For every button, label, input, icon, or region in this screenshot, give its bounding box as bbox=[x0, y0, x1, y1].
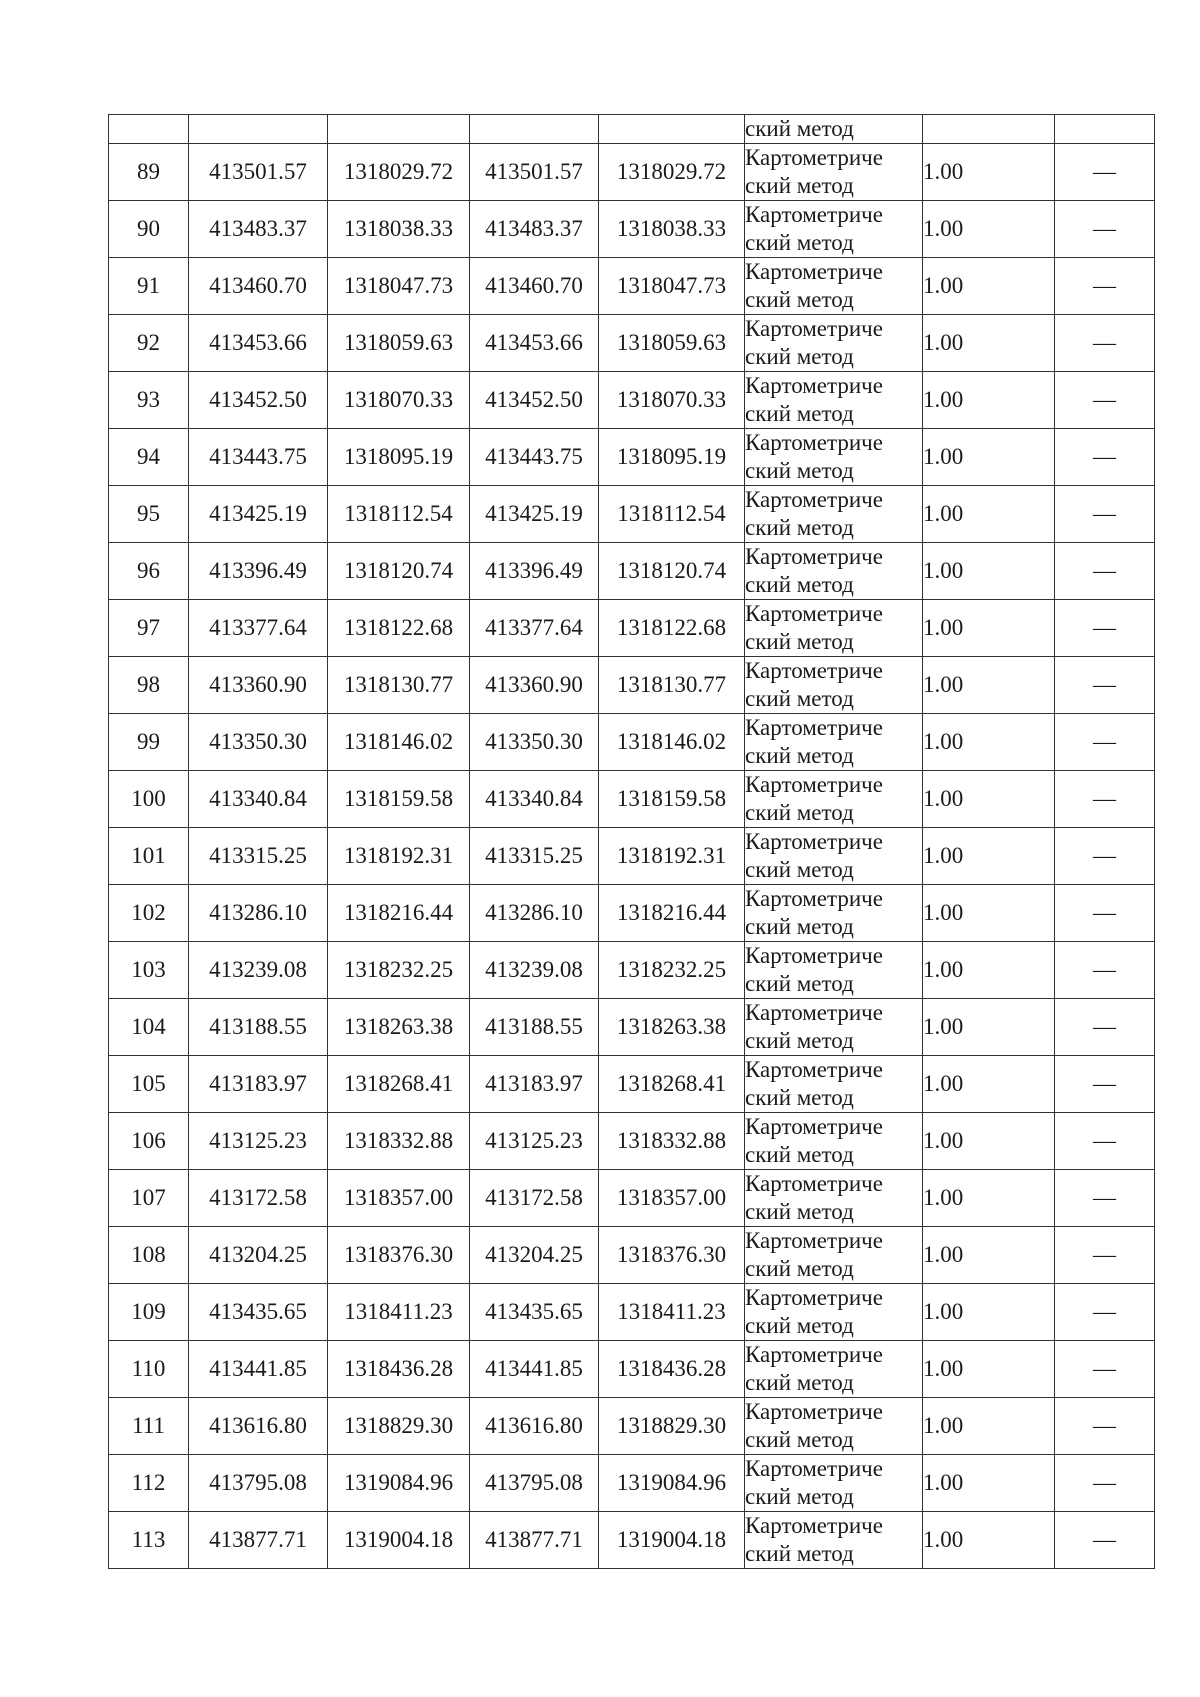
cell-extra: — bbox=[1055, 1170, 1155, 1227]
table-row bbox=[109, 543, 1155, 600]
cell-method bbox=[745, 1056, 923, 1113]
cell-y-existing: 1318146.02 bbox=[328, 714, 470, 771]
cell-y-existing: 1318216.44 bbox=[328, 885, 470, 942]
cell-x-new: 413795.08 bbox=[470, 1455, 599, 1512]
cell-precision: 1.00 bbox=[923, 486, 1055, 543]
cell-extra: — bbox=[1055, 714, 1155, 771]
cell-y-existing: 1318192.31 bbox=[328, 828, 470, 885]
method-line-2: ский метод bbox=[745, 458, 854, 483]
cell-x-new: 413396.49 bbox=[470, 543, 599, 600]
cell-extra: — bbox=[1055, 1512, 1155, 1569]
method-line-2: ский метод bbox=[745, 857, 854, 882]
cell-method bbox=[745, 144, 923, 201]
cell-method bbox=[745, 1113, 923, 1170]
cell-precision: 1.00 bbox=[923, 1170, 1055, 1227]
cell-number: 104 bbox=[109, 999, 189, 1056]
cell-x-existing: 413239.08 bbox=[189, 942, 328, 999]
cell-number: 94 bbox=[109, 429, 189, 486]
cell-y-existing: 1318159.58 bbox=[328, 771, 470, 828]
cell-method bbox=[745, 828, 923, 885]
cell-method bbox=[745, 115, 923, 144]
cell-x-new: 413441.85 bbox=[470, 1341, 599, 1398]
method-line-2: ский метод bbox=[745, 743, 854, 768]
cell-x-existing: 413315.25 bbox=[189, 828, 328, 885]
cell-number: 107 bbox=[109, 1170, 189, 1227]
cell-extra: — bbox=[1055, 1284, 1155, 1341]
cell-method bbox=[745, 999, 923, 1056]
cell-y-existing: 1318232.25 bbox=[328, 942, 470, 999]
cell-extra: — bbox=[1055, 144, 1155, 201]
method-line-1: Картометриче bbox=[745, 715, 883, 740]
method-line-2: ский метод bbox=[745, 1313, 854, 1338]
cell-y-new: 1318357.00 bbox=[599, 1170, 745, 1227]
cell-x-existing: 413460.70 bbox=[189, 258, 328, 315]
cell-x-new: 413172.58 bbox=[470, 1170, 599, 1227]
cell-y-new: 1318122.68 bbox=[599, 600, 745, 657]
cell-method bbox=[745, 1227, 923, 1284]
cell-y-existing: 1318038.33 bbox=[328, 201, 470, 258]
cell-precision: 1.00 bbox=[923, 1113, 1055, 1170]
cell-precision: 1.00 bbox=[923, 999, 1055, 1056]
cell-extra: — bbox=[1055, 486, 1155, 543]
cell-precision: 1.00 bbox=[923, 315, 1055, 372]
cell-y-new: 1318192.31 bbox=[599, 828, 745, 885]
cell-y-existing: 1318112.54 bbox=[328, 486, 470, 543]
table-row bbox=[109, 999, 1155, 1056]
cell-y-existing: 1318376.30 bbox=[328, 1227, 470, 1284]
cell-x-new: 413435.65 bbox=[470, 1284, 599, 1341]
cell-y-new: 1318411.23 bbox=[599, 1284, 745, 1341]
method-line-1: Картометриче bbox=[745, 1342, 883, 1367]
cell-y-existing: 1318130.77 bbox=[328, 657, 470, 714]
table-row bbox=[109, 1227, 1155, 1284]
method-line-2: ский метод bbox=[745, 173, 854, 198]
cell-x-existing: 413501.57 bbox=[189, 144, 328, 201]
cell-method bbox=[745, 1455, 923, 1512]
cell-y-new: 1319084.96 bbox=[599, 1455, 745, 1512]
cell-extra: — bbox=[1055, 1455, 1155, 1512]
cell-x-existing: 413443.75 bbox=[189, 429, 328, 486]
cell-extra: — bbox=[1055, 1398, 1155, 1455]
cell-number: 100 bbox=[109, 771, 189, 828]
cell-y-existing bbox=[328, 115, 470, 144]
cell-number: 105 bbox=[109, 1056, 189, 1113]
method-line-1: Картометриче bbox=[745, 1000, 883, 1025]
method-line-2: ский метод bbox=[745, 1028, 854, 1053]
table-row bbox=[109, 1398, 1155, 1455]
cell-precision: 1.00 bbox=[923, 258, 1055, 315]
cell-y-new: 1318095.19 bbox=[599, 429, 745, 486]
method-line-2: ский метод bbox=[745, 1484, 854, 1509]
method-line-1: Картометриче bbox=[745, 1228, 883, 1253]
cell-method bbox=[745, 372, 923, 429]
method-line-2: ский метод bbox=[745, 800, 854, 825]
table-row bbox=[109, 942, 1155, 999]
cell-method bbox=[745, 942, 923, 999]
cell-number: 101 bbox=[109, 828, 189, 885]
method-line-1: Картометриче bbox=[745, 316, 883, 341]
cell-precision: 1.00 bbox=[923, 429, 1055, 486]
cell-x-existing: 413340.84 bbox=[189, 771, 328, 828]
cell-precision: 1.00 bbox=[923, 942, 1055, 999]
cell-extra: — bbox=[1055, 885, 1155, 942]
table-row bbox=[109, 144, 1155, 201]
cell-method bbox=[745, 543, 923, 600]
method-line-2: ский метод bbox=[745, 1085, 854, 1110]
cell-x-existing: 413452.50 bbox=[189, 372, 328, 429]
cell-extra: — bbox=[1055, 543, 1155, 600]
cell-precision: 1.00 bbox=[923, 1512, 1055, 1569]
cell-y-new bbox=[599, 115, 745, 144]
cell-number: 103 bbox=[109, 942, 189, 999]
method-line-1: Картометриче bbox=[745, 1114, 883, 1139]
cell-x-existing: 413795.08 bbox=[189, 1455, 328, 1512]
method-line-2: ский метод bbox=[745, 1370, 854, 1395]
cell-x-existing: 413183.97 bbox=[189, 1056, 328, 1113]
table-row bbox=[109, 828, 1155, 885]
cell-number: 113 bbox=[109, 1512, 189, 1569]
cell-y-new: 1318047.73 bbox=[599, 258, 745, 315]
cell-y-existing: 1319004.18 bbox=[328, 1512, 470, 1569]
cell-method bbox=[745, 1512, 923, 1569]
table-row bbox=[109, 315, 1155, 372]
cell-y-existing: 1318332.88 bbox=[328, 1113, 470, 1170]
cell-y-new: 1318120.74 bbox=[599, 543, 745, 600]
cell-method bbox=[745, 429, 923, 486]
cell-y-existing: 1318029.72 bbox=[328, 144, 470, 201]
cell-extra: — bbox=[1055, 657, 1155, 714]
cell-x-new: 413350.30 bbox=[470, 714, 599, 771]
cell-x-existing: 413125.23 bbox=[189, 1113, 328, 1170]
cell-x-existing: 413204.25 bbox=[189, 1227, 328, 1284]
table-row bbox=[109, 1455, 1155, 1512]
table-row bbox=[109, 372, 1155, 429]
method-line-1: Картометриче bbox=[745, 1456, 883, 1481]
table-row bbox=[109, 885, 1155, 942]
cell-method bbox=[745, 1284, 923, 1341]
cell-precision: 1.00 bbox=[923, 828, 1055, 885]
cell-number: 112 bbox=[109, 1455, 189, 1512]
method-line-2: ский метод bbox=[745, 344, 854, 369]
cell-x-new: 413204.25 bbox=[470, 1227, 599, 1284]
cell-method bbox=[745, 657, 923, 714]
cell-precision: 1.00 bbox=[923, 657, 1055, 714]
method-line-2: ский метод bbox=[745, 686, 854, 711]
cell-precision: 1.00 bbox=[923, 1455, 1055, 1512]
cell-method bbox=[745, 1341, 923, 1398]
cell-extra: — bbox=[1055, 1113, 1155, 1170]
cell-method bbox=[745, 486, 923, 543]
cell-precision: 1.00 bbox=[923, 201, 1055, 258]
cell-y-new: 1318263.38 bbox=[599, 999, 745, 1056]
cell-y-new: 1318376.30 bbox=[599, 1227, 745, 1284]
cell-number: 111 bbox=[109, 1398, 189, 1455]
cell-extra: — bbox=[1055, 1227, 1155, 1284]
table-body bbox=[109, 115, 1155, 1569]
cell-x-new: 413188.55 bbox=[470, 999, 599, 1056]
cell-y-new: 1318029.72 bbox=[599, 144, 745, 201]
cell-number: 98 bbox=[109, 657, 189, 714]
cell-y-new: 1318130.77 bbox=[599, 657, 745, 714]
cell-x-existing: 413435.65 bbox=[189, 1284, 328, 1341]
cell-method bbox=[745, 1398, 923, 1455]
cell-precision: 1.00 bbox=[923, 1341, 1055, 1398]
cell-method bbox=[745, 1170, 923, 1227]
cell-number: 89 bbox=[109, 144, 189, 201]
cell-number: 96 bbox=[109, 543, 189, 600]
cell-y-existing: 1318357.00 bbox=[328, 1170, 470, 1227]
cell-y-new: 1318038.33 bbox=[599, 201, 745, 258]
cell-extra: — bbox=[1055, 600, 1155, 657]
cell-y-existing: 1318829.30 bbox=[328, 1398, 470, 1455]
table-row bbox=[109, 201, 1155, 258]
method-line-1: Картометриче bbox=[745, 373, 883, 398]
method-line-2: ский метод bbox=[745, 1199, 854, 1224]
cell-method bbox=[745, 714, 923, 771]
cell-x-new: 413877.71 bbox=[470, 1512, 599, 1569]
method-line-2: ский метод bbox=[745, 515, 854, 540]
table-row bbox=[109, 657, 1155, 714]
method-line-2: ский метод bbox=[745, 1142, 854, 1167]
method-line-2: ский метод bbox=[745, 1256, 854, 1281]
cell-y-existing: 1318047.73 bbox=[328, 258, 470, 315]
coordinates-table bbox=[108, 114, 1155, 1569]
cell-x-existing bbox=[189, 115, 328, 144]
method-line-1: Картометриче bbox=[745, 772, 883, 797]
cell-x-new: 413340.84 bbox=[470, 771, 599, 828]
cell-x-existing: 413172.58 bbox=[189, 1170, 328, 1227]
method-line-2: ский метод bbox=[745, 1427, 854, 1452]
cell-number: 93 bbox=[109, 372, 189, 429]
table-row bbox=[109, 714, 1155, 771]
cell-y-new: 1318268.41 bbox=[599, 1056, 745, 1113]
table-row bbox=[109, 771, 1155, 828]
table-row bbox=[109, 1056, 1155, 1113]
cell-number: 95 bbox=[109, 486, 189, 543]
cell-extra bbox=[1055, 115, 1155, 144]
cell-x-new: 413125.23 bbox=[470, 1113, 599, 1170]
cell-x-new: 413616.80 bbox=[470, 1398, 599, 1455]
cell-x-existing: 413483.37 bbox=[189, 201, 328, 258]
cell-method bbox=[745, 258, 923, 315]
cell-y-new: 1318070.33 bbox=[599, 372, 745, 429]
cell-x-new: 413377.64 bbox=[470, 600, 599, 657]
method-line-2: ский метод bbox=[745, 914, 854, 939]
cell-extra: — bbox=[1055, 942, 1155, 999]
cell-y-new: 1318436.28 bbox=[599, 1341, 745, 1398]
cell-y-existing: 1318120.74 bbox=[328, 543, 470, 600]
method-line-1: Картометриче bbox=[745, 1399, 883, 1424]
cell-number bbox=[109, 115, 189, 144]
cell-number: 102 bbox=[109, 885, 189, 942]
cell-number: 97 bbox=[109, 600, 189, 657]
cell-y-new: 1318112.54 bbox=[599, 486, 745, 543]
method-line-1: Картометриче bbox=[745, 487, 883, 512]
method-line-1: Картометриче bbox=[745, 430, 883, 455]
cell-y-new: 1318332.88 bbox=[599, 1113, 745, 1170]
cell-extra: — bbox=[1055, 1341, 1155, 1398]
cell-x-existing: 413441.85 bbox=[189, 1341, 328, 1398]
cell-number: 92 bbox=[109, 315, 189, 372]
cell-x-existing: 413188.55 bbox=[189, 999, 328, 1056]
cell-y-existing: 1318095.19 bbox=[328, 429, 470, 486]
cell-x-new: 413425.19 bbox=[470, 486, 599, 543]
cell-number: 91 bbox=[109, 258, 189, 315]
cell-x-new: 413315.25 bbox=[470, 828, 599, 885]
method-line-1: Картометриче bbox=[745, 1285, 883, 1310]
cell-x-existing: 413377.64 bbox=[189, 600, 328, 657]
cell-x-new: 413501.57 bbox=[470, 144, 599, 201]
cell-y-new: 1318216.44 bbox=[599, 885, 745, 942]
cell-y-existing: 1318263.38 bbox=[328, 999, 470, 1056]
table-row bbox=[109, 1341, 1155, 1398]
cell-precision: 1.00 bbox=[923, 771, 1055, 828]
method-line-1: Картометриче bbox=[745, 1513, 883, 1538]
method-line-2: ский метод bbox=[745, 629, 854, 654]
cell-extra: — bbox=[1055, 315, 1155, 372]
cell-method bbox=[745, 771, 923, 828]
cell-extra: — bbox=[1055, 1056, 1155, 1113]
table-row bbox=[109, 1170, 1155, 1227]
cell-x-existing: 413425.19 bbox=[189, 486, 328, 543]
cell-y-existing: 1318122.68 bbox=[328, 600, 470, 657]
cell-number: 110 bbox=[109, 1341, 189, 1398]
cell-x-new: 413239.08 bbox=[470, 942, 599, 999]
cell-method bbox=[745, 885, 923, 942]
cell-extra: — bbox=[1055, 201, 1155, 258]
cell-x-new bbox=[470, 115, 599, 144]
table-row bbox=[109, 1284, 1155, 1341]
cell-x-new: 413460.70 bbox=[470, 258, 599, 315]
cell-y-new: 1318146.02 bbox=[599, 714, 745, 771]
cell-x-existing: 413286.10 bbox=[189, 885, 328, 942]
method-line-1: Картометриче bbox=[745, 1057, 883, 1082]
cell-precision: 1.00 bbox=[923, 1284, 1055, 1341]
method-line-1: Картометриче bbox=[745, 658, 883, 683]
cell-y-existing: 1318268.41 bbox=[328, 1056, 470, 1113]
cell-precision: 1.00 bbox=[923, 885, 1055, 942]
cell-x-new: 413360.90 bbox=[470, 657, 599, 714]
cell-precision: 1.00 bbox=[923, 543, 1055, 600]
cell-precision: 1.00 bbox=[923, 144, 1055, 201]
method-line-1: Картометриче bbox=[745, 1171, 883, 1196]
cell-y-existing: 1318070.33 bbox=[328, 372, 470, 429]
cell-extra: — bbox=[1055, 372, 1155, 429]
cell-y-existing: 1318059.63 bbox=[328, 315, 470, 372]
cell-x-existing: 413616.80 bbox=[189, 1398, 328, 1455]
cell-y-new: 1319004.18 bbox=[599, 1512, 745, 1569]
cell-precision: 1.00 bbox=[923, 714, 1055, 771]
cell-extra: — bbox=[1055, 771, 1155, 828]
cell-method bbox=[745, 315, 923, 372]
table-row-continued bbox=[109, 115, 1155, 144]
cell-y-existing: 1319084.96 bbox=[328, 1455, 470, 1512]
cell-x-new: 413452.50 bbox=[470, 372, 599, 429]
cell-y-new: 1318232.25 bbox=[599, 942, 745, 999]
cell-number: 90 bbox=[109, 201, 189, 258]
method-line-1: Картометриче bbox=[745, 259, 883, 284]
method-line-1: Картометриче bbox=[745, 145, 883, 170]
cell-number: 109 bbox=[109, 1284, 189, 1341]
cell-x-existing: 413350.30 bbox=[189, 714, 328, 771]
method-line-2: ский метод bbox=[745, 116, 854, 141]
table-row bbox=[109, 429, 1155, 486]
method-line-2: ский метод bbox=[745, 572, 854, 597]
table-row bbox=[109, 600, 1155, 657]
cell-method bbox=[745, 201, 923, 258]
cell-y-existing: 1318411.23 bbox=[328, 1284, 470, 1341]
cell-number: 108 bbox=[109, 1227, 189, 1284]
table-row bbox=[109, 258, 1155, 315]
cell-number: 106 bbox=[109, 1113, 189, 1170]
method-line-2: ский метод bbox=[745, 287, 854, 312]
table-row bbox=[109, 486, 1155, 543]
table-row bbox=[109, 1113, 1155, 1170]
cell-precision: 1.00 bbox=[923, 1227, 1055, 1284]
method-line-1: Картометриче bbox=[745, 544, 883, 569]
cell-x-existing: 413877.71 bbox=[189, 1512, 328, 1569]
cell-y-new: 1318829.30 bbox=[599, 1398, 745, 1455]
method-line-1: Картометриче bbox=[745, 601, 883, 626]
cell-extra: — bbox=[1055, 258, 1155, 315]
cell-extra: — bbox=[1055, 429, 1155, 486]
cell-x-existing: 413453.66 bbox=[189, 315, 328, 372]
method-line-2: ский метод bbox=[745, 971, 854, 996]
cell-x-new: 413183.97 bbox=[470, 1056, 599, 1113]
table-row bbox=[109, 1512, 1155, 1569]
cell-x-new: 413286.10 bbox=[470, 885, 599, 942]
cell-extra: — bbox=[1055, 999, 1155, 1056]
cell-precision: 1.00 bbox=[923, 1398, 1055, 1455]
cell-x-existing: 413396.49 bbox=[189, 543, 328, 600]
cell-x-existing: 413360.90 bbox=[189, 657, 328, 714]
method-line-1: Картометриче bbox=[745, 829, 883, 854]
cell-x-new: 413443.75 bbox=[470, 429, 599, 486]
cell-y-new: 1318159.58 bbox=[599, 771, 745, 828]
cell-x-new: 413483.37 bbox=[470, 201, 599, 258]
cell-extra: — bbox=[1055, 828, 1155, 885]
method-line-2: ский метод bbox=[745, 1541, 854, 1566]
cell-precision: 1.00 bbox=[923, 600, 1055, 657]
cell-x-new: 413453.66 bbox=[470, 315, 599, 372]
method-line-1: Картометриче bbox=[745, 886, 883, 911]
cell-precision: 1.00 bbox=[923, 372, 1055, 429]
cell-number: 99 bbox=[109, 714, 189, 771]
cell-y-new: 1318059.63 bbox=[599, 315, 745, 372]
method-line-2: ский метод bbox=[745, 401, 854, 426]
cell-precision: 1.00 bbox=[923, 1056, 1055, 1113]
method-line-1: Картометриче bbox=[745, 943, 883, 968]
method-line-2: ский метод bbox=[745, 230, 854, 255]
method-line-1: Картометриче bbox=[745, 202, 883, 227]
cell-y-existing: 1318436.28 bbox=[328, 1341, 470, 1398]
cell-precision bbox=[923, 115, 1055, 144]
cell-method bbox=[745, 600, 923, 657]
